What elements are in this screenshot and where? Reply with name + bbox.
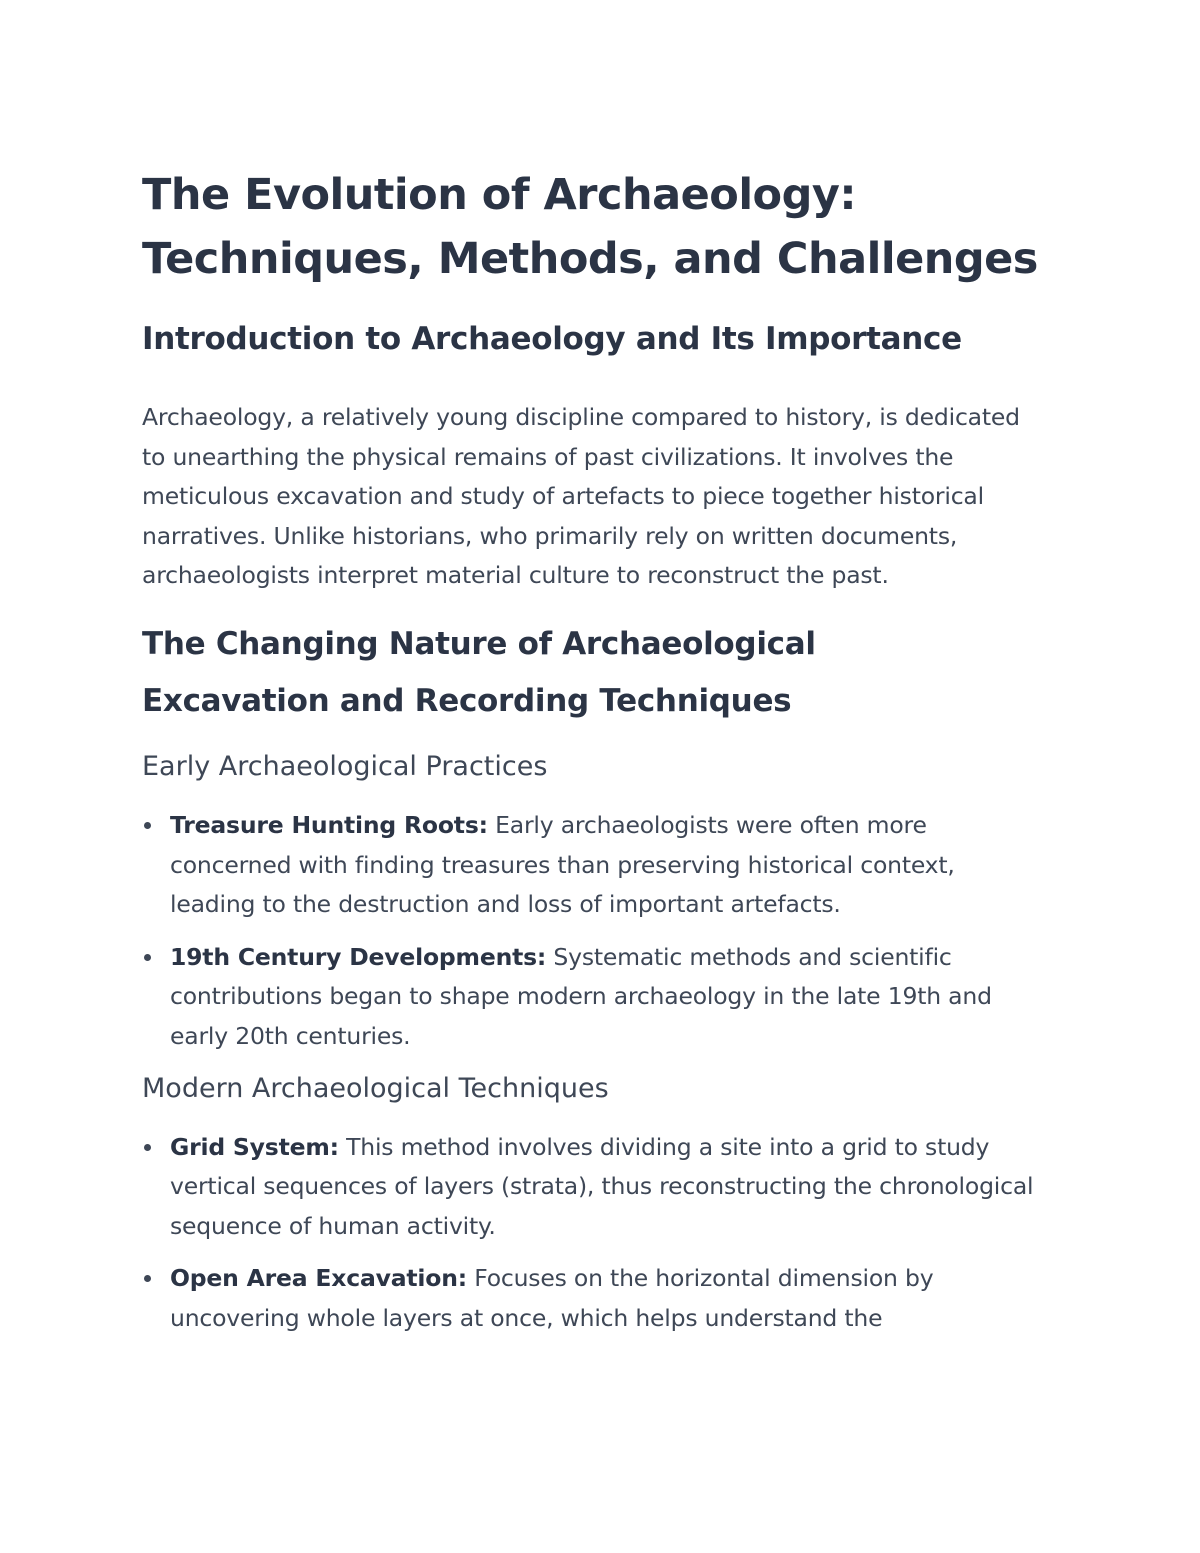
bullet-icon: [144, 1144, 151, 1151]
list-item: [142, 1259, 1042, 1338]
early-practices-list: [142, 806, 1042, 1057]
list-item-text: Systematic methods and scientific contributions began to shape modern archaeology in the late 19th and early 20th centuries.: [170, 942, 992, 1050]
list-item-text: Focuses on the horizontal dimension by uncovering whole layers at once, which helps understand the: [170, 1264, 934, 1332]
document-title-line-1: The Evolution of Archaeology:: [142, 170, 857, 220]
bullet-icon: [144, 954, 151, 961]
early-practices-heading: Early Archaeological Practices: [142, 750, 548, 782]
intro-paragraph: Archaeology, a relatively young discipline compared to history, is dedicated to unearthing the physical remains of past civilizations. It involves the meticulous excavation and study of artefacts to piece together historical narratives. Unlike historians, who primarily rely on written documents, archaeologists interpret material culture to reconstruct the past.: [142, 403, 1020, 590]
changing-heading-line-1: The Changing Nature of Archaeological: [142, 625, 816, 662]
list-item-term: 19th Century Developments:: [170, 942, 547, 971]
list-item: [142, 1128, 1042, 1247]
bullet-icon: [144, 1275, 151, 1282]
intro-heading: Introduction to Archaeology and Its Importance: [142, 321, 962, 357]
list-item: [142, 938, 1042, 1057]
list-item-term: Grid System:: [170, 1132, 339, 1161]
list-item-text: This method involves dividing a site into a grid to study vertical sequences of layers (strata), thus reconstructing the chronological sequence of human activity.: [170, 1132, 1034, 1240]
list-item-term: Open Area Excavation:: [170, 1264, 467, 1293]
changing-techniques-heading: [142, 616, 1042, 730]
list-item: [142, 806, 1042, 925]
document-title-line-2: Techniques, Methods, and Challenges: [142, 234, 1038, 284]
modern-techniques-list: [142, 1128, 1042, 1339]
bullet-icon: [144, 822, 151, 829]
list-item-text: Early archaeologists were often more concerned with finding treasures than preserving historical context, leading to the destruction and loss of important artefacts.: [170, 810, 955, 919]
document-title: [142, 163, 1042, 291]
modern-techniques-heading: Modern Archaeological Techniques: [142, 1072, 609, 1104]
document-page: [142, 163, 1042, 1352]
changing-heading-line-2: Excavation and Recording Techniques: [142, 682, 792, 719]
list-item-term: Treasure Hunting Roots:: [170, 810, 488, 839]
